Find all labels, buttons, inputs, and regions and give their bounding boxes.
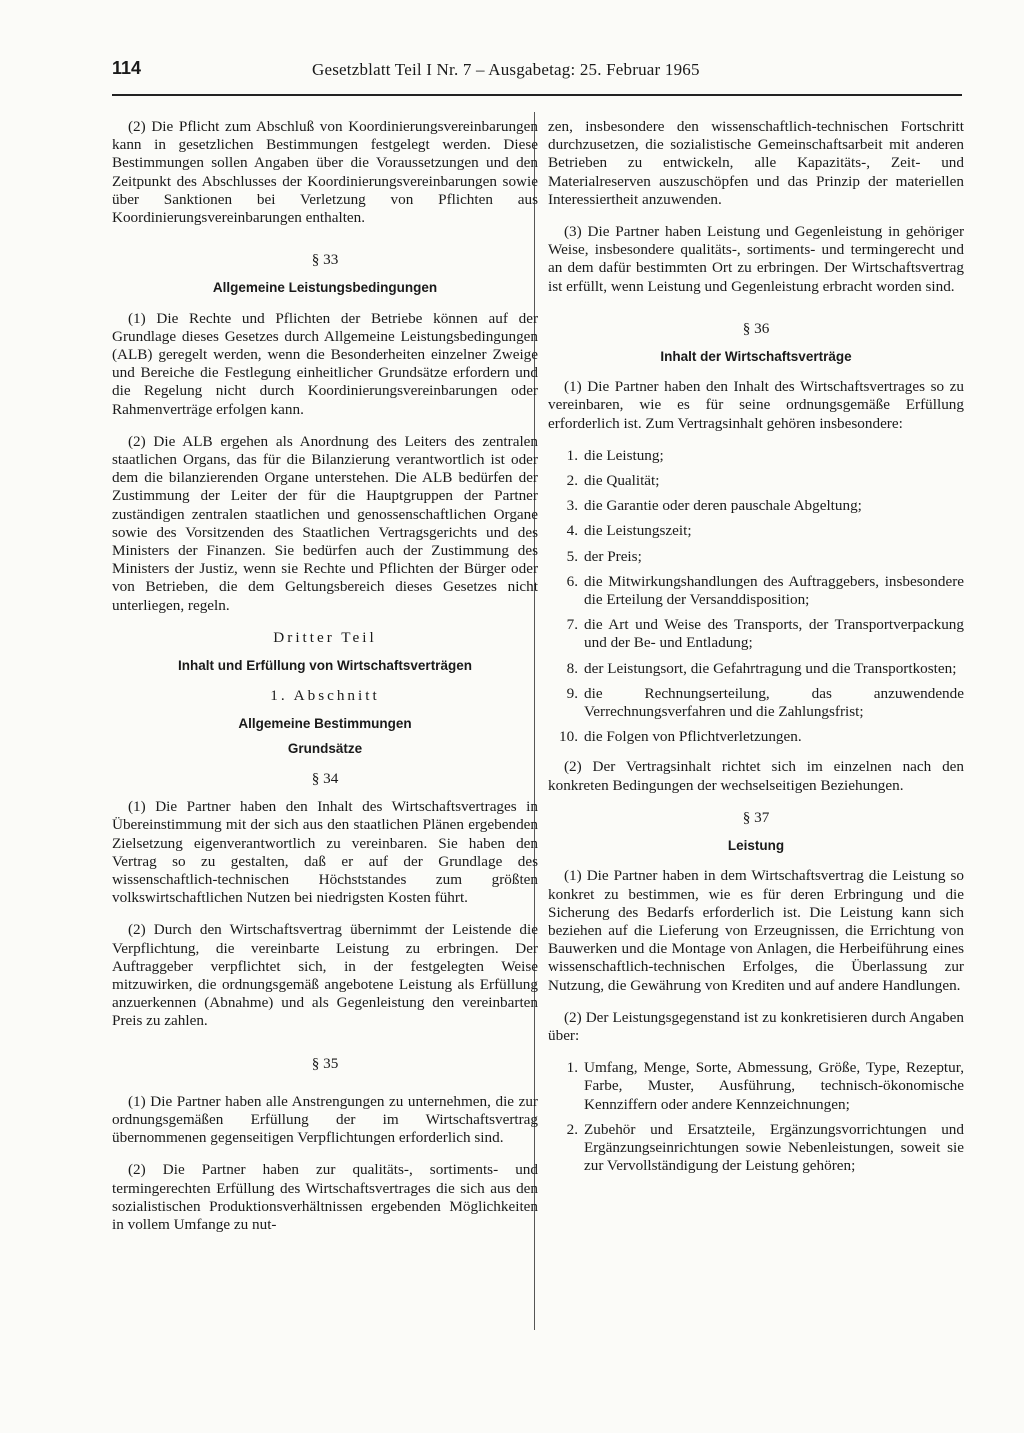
section-37-list	[548, 1059, 964, 1175]
list-item	[548, 685, 964, 721]
page-title: Gesetzblatt Teil I Nr. 7 – Ausgabetag: 25. Februar 1965	[312, 60, 700, 79]
left-column	[112, 118, 538, 1248]
list-item-text: die Folgen von Pflichtverletzungen.	[584, 728, 802, 746]
section-33-title: Allgemeine Leistungsbedingungen	[212, 280, 438, 296]
list-item-text: Zubehör und Ersatzteile, Ergänzungsvorrichtungen und Ergänzungseinrichtungen sowie Nebenleistungen, soweit sie zur Vervollständigung der Leistung gehören;	[584, 1120, 964, 1175]
paragraph-36-2: (2) Der Vertragsinhalt richtet sich im einzelnen nach den konkreten Bedingungen der wechselseitigen Beziehungen.	[548, 758, 964, 794]
list-item-number: 8.	[566, 659, 578, 677]
paragraph-35-2: (2) Die Partner haben zur qualitäts-, sortiments- und termingerechten Erfüllung des Wirtschaftsvertrages die sich aus den sozialistischen Produktionsverhältnissen ergebenden Möglichkeiten in vollem Umfange zu nut-	[112, 1161, 538, 1233]
list-item	[548, 728, 964, 746]
section-34-heading: § 34	[311, 769, 339, 787]
list-item-number: 5.	[566, 547, 578, 565]
paragraph-33-2: (2) Die ALB ergehen als Anordnung des Leiters des zentralen staatlichen Organs, das für die Bilanzierung verantwortlich ist oder dem die bilanzierenden Organe unterstehen. Die ALB bedürfen der Zustimmung der Leiter der für die Hauptgruppen der Partner zuständigen zentralen staatlichen und genossenschaftlichen Organe sowie des Vorsitzenden des Staatlichen Vertragsgerichts und des Ministers der Finanzen. Sie bedürfen auch der Zustimmung des Ministers der Justiz, wenn sie Rechte und Pflichten der Bürger oder von Betrieben, die dem Geltungsbereich dieses Gesetzes nicht unterliegen, regeln.	[112, 432, 538, 614]
list-item-number: 2.	[566, 1120, 578, 1138]
section-37-heading: § 37	[742, 808, 770, 826]
section-36-heading: § 36	[742, 319, 770, 337]
list-item-text: die Qualität;	[584, 472, 660, 490]
list-item-text: die Leistung;	[584, 446, 664, 464]
list-item-number: 1.	[566, 446, 578, 464]
section-37-title: Leistung	[727, 838, 785, 854]
section-36-title: Inhalt der Wirtschaftsverträge	[660, 349, 852, 365]
part-title: Inhalt und Erfüllung von Wirtschaftsverträgen	[178, 658, 472, 674]
list-item-text: die Leistungszeit;	[584, 522, 692, 540]
paragraph-37-2: (2) Der Leistungsgegenstand ist zu konkretisieren durch Angaben über:	[548, 1008, 964, 1044]
list-item	[548, 660, 964, 678]
chapter-subtitle: Grundsätze	[287, 740, 363, 756]
list-item-number: 10.	[559, 728, 578, 746]
paragraph-36-1: (1) Die Partner haben den Inhalt des Wirtschaftsvertrages so zu vereinbaren, wie es für seine ordnungsgemäße Erfüllung erforderlich ist. Zum Vertragsinhalt gehören insbesondere:	[548, 378, 964, 432]
list-item-number: 4.	[566, 522, 578, 540]
list-item-number: 6.	[566, 572, 578, 590]
paragraph-37-1: (1) Die Partner haben in dem Wirtschaftsvertrag die Leistung so konkret zu bestimmen, wie es für deren Erbringung und die Sicherung des Bedarfs erforderlich ist. Die Leistung kann sich beziehen auf die Lieferung von Erzeugnissen, die Errichtung von Bauwerken und die Montage von Anlagen, die Herbeiführung eines wissenschaftlich-technischen Erfolges, die Überlassung zur Nutzung, die Gewährung von Krediten und auf andere Handlungen.	[548, 867, 964, 994]
list-item-text: die Garantie oder deren pauschale Abgeltung;	[584, 497, 862, 515]
paragraph-35-3: (3) Die Partner haben Leistung und Gegenleistung in gehöriger Weise, insbesondere qualitäts-, sortiments- und termingerecht und an dem dafür bestimmten Ort zu erbringen. Der Wirtschaftsvertrag ist erfüllt, wenn Leistung und Gegenleistung erbracht worden sind.	[548, 223, 964, 295]
list-item-text: Umfang, Menge, Sorte, Abmessung, Größe, Type, Rezeptur, Farbe, Muster, Ausführung, technisch-ökonomische Kennziffern oder andere Kennzeichnungen;	[584, 1059, 964, 1113]
list-item	[548, 1121, 964, 1176]
list-item	[548, 573, 964, 609]
list-item	[548, 497, 964, 515]
list-item-text: die Mitwirkungshandlungen des Auftraggebers, insbesondere die Erteilung der Versanddisposition;	[584, 572, 964, 609]
list-item-text: die Rechnungserteilung, das anzuwendende Verrechnungsverfahren und die Zahlungsfrist;	[584, 684, 964, 721]
section-36-list	[548, 447, 964, 747]
paragraph-35-1: (1) Die Partner haben alle Anstrengungen zu unternehmen, die zur ordnungsgemäßen Erfüllung der im Wirtschaftsvertrag übernommenen gegenseitigen Verpflichtungen erforderlich sind.	[112, 1092, 538, 1147]
list-item-text: die Art und Weise des Transports, der Transportverpackung und der Be- und Entladung;	[584, 616, 964, 652]
list-item	[548, 522, 964, 540]
list-item	[548, 548, 964, 566]
list-item	[548, 447, 964, 465]
paragraph-33-1: (1) Die Rechte und Pflichten der Betriebe können auf der Grundlage dieses Gesetzes durch Allgemeine Leistungsbedingungen (ALB) geregelt werden, wenn die Besonderheiten einzelner Zweige und Bereiche die Festlegung einheitlicher Grundsätze erfordern und die Regelung nicht durch Koordinierungsvereinbarungen oder Rahmenverträge erfolgen kann.	[112, 309, 538, 418]
list-item	[548, 616, 964, 652]
paragraph-32-2: (2) Die Pflicht zum Abschluß von Koordinierungsvereinbarungen kann in gesetzlichen Bestimmungen festgelegt werden. Diese Bestimmungen sollen Angaben über die Voraussetzungen und den Zeitpunkt des Abschlusses der Koordinierungsvereinbarungen sowie über Sanktionen bei Verletzung von Pflichten aus Koordinierungsvereinbarungen enthalten.	[112, 118, 538, 227]
section-35-heading: § 35	[311, 1054, 339, 1072]
list-item-number: 2.	[566, 472, 578, 490]
right-column	[548, 118, 964, 1187]
part-heading: Dritter Teil	[273, 628, 377, 646]
paragraph-35-2-continued: zen, insbesondere den wissenschaftlich-technischen Fortschritt durchzusetzen, die sozialistische Gemeinschaftsarbeit mit anderen Betrieben zu entwickeln, alle Kapazitäts-, Zeit- und Materialreserven auszuschöpfen und das Prinzip der materiellen Interessiertheit anzuwenden.	[548, 118, 964, 208]
chapter-title: Allgemeine Bestimmungen	[238, 716, 412, 732]
list-item	[548, 1059, 964, 1114]
list-item-number: 7.	[566, 616, 578, 634]
section-33-heading: § 33	[311, 251, 339, 269]
paragraph-34-2: (2) Durch den Wirtschaftsvertrag übernimmt der Leistende die Verpflichtung, die vereinbarte Leistung zu erbringen. Der Auftraggeber verpflichtet sich, in der festgelegten Weise mitzuwirken, die ordnungsgemäß angebotene Leistung als Erfüllung anzuerkennen (Abnahme) und als Gegenleistung den vereinbarten Preis zu zahlen.	[112, 921, 538, 1030]
list-item-text: der Leistungsort, die Gefahrtragung und die Transportkosten;	[584, 659, 957, 677]
list-item	[548, 472, 964, 490]
page-header	[112, 58, 962, 96]
chapter-heading: 1. Abschnitt	[270, 687, 380, 705]
list-item-number: 9.	[566, 684, 578, 702]
paragraph-34-1: (1) Die Partner haben den Inhalt des Wirtschaftsvertrages in Übereinstimmung mit der sich aus den staatlichen Plänen ergebenden Zielsetzung eigenverantwortlich zu vereinbaren. Sie haben den Vertrag so zu gestalten, daß er auf der Grundlage des wissenschaftlich-technischen Höchststandes zum größten volkswirtschaftlichen Nutzen bei niedrigsten Kosten führt.	[112, 798, 538, 907]
list-item-number: 1.	[566, 1059, 578, 1077]
page-number: 114	[112, 58, 142, 78]
list-item-number: 3.	[566, 497, 578, 515]
list-item-text: der Preis;	[584, 547, 642, 565]
